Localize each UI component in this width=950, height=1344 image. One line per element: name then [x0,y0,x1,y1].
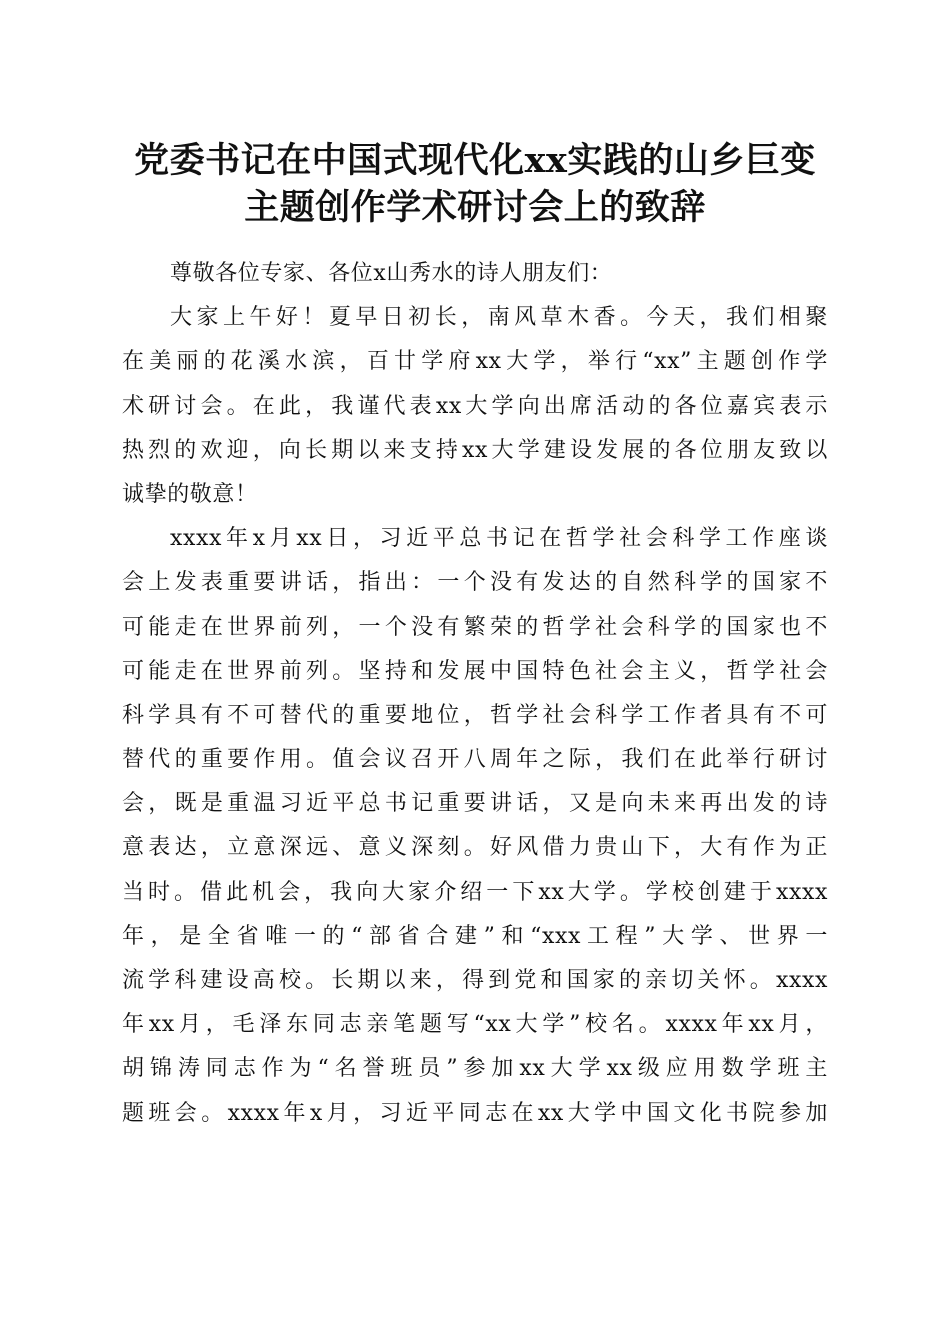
paragraph-3-line-10: 年，是全省唯一的“部省合建”和“xxx工程”大学、世界一 [122,923,828,949]
paragraph-2-line-3: 术研讨会。在此，我谨代表xx大学向出席活动的各位嘉宾表示 [122,393,828,419]
paragraph-3-line-14: 题班会。xxxx年x月，习近平同志在xx大学中国文化书院参加 [122,1100,828,1126]
title-line-1: 党委书记在中国式现代化xx实践的山乡巨变 [134,140,816,181]
document-body [122,252,828,1136]
paragraph-3-line-8: 意表达，立意深远、意义深刻。好风借力贵山下，大有作为正 [122,835,828,861]
paragraph-3-line-13: 胡锦涛同志作为“名誉班员”参加xx大学xx级应用数学班主 [122,1056,828,1082]
paragraph-2-line-4: 热烈的欢迎，向长期以来支持xx大学建设发展的各位朋友致以 [122,437,828,463]
paragraph-3-line-2: 会上发表重要讲话，指出：一个没有发达的自然科学的国家不 [122,570,828,596]
paragraph-3-line-6: 替代的重要作用。值会议召开八周年之际，我们在此举行研讨 [122,747,828,773]
paragraph-3-line-4: 可能走在世界前列。坚持和发展中国特色社会主义，哲学社会 [122,658,828,684]
title-line-2: 主题创作学术研讨会上的致辞 [244,187,706,228]
paragraph-2-line-2: 在美丽的花溪水滨，百廿学府xx大学，举行“xx”主题创作学 [122,349,828,375]
paragraph-3-line-7: 会，既是重温习近平总书记重要讲话，又是向未来再出发的诗 [122,791,828,817]
paragraph-3-line-1: xxxx年x月xx日，习近平总书记在哲学社会科学工作座谈 [170,526,828,552]
paragraph-3-line-3: 可能走在世界前列，一个没有繁荣的哲学社会科学的国家也不 [122,614,828,640]
paragraph-2-line-1: 大家上午好！夏早日初长，南风草木香。今天，我们相聚 [170,305,828,331]
paragraph-3-line-9: 当时。借此机会，我向大家介绍一下xx大学。学校创建于xxxx [122,879,828,905]
paragraph-3-line-11: 流学科建设高校。长期以来，得到党和国家的亲切关怀。xxxx [122,968,828,993]
paragraph-3-line-5: 科学具有不可替代的重要地位，哲学社会科学工作者具有不可 [122,702,828,728]
paragraph-2-line-5: 诚挚的敬意！ [122,481,258,507]
paragraph-1-line-1: 尊敬各位专家、各位x山秀水的诗人朋友们： [170,261,613,286]
paragraph-3-line-12: 年xx月，毛泽东同志亲笔题写“xx大学”校名。xxxx年xx月， [122,1012,828,1038]
